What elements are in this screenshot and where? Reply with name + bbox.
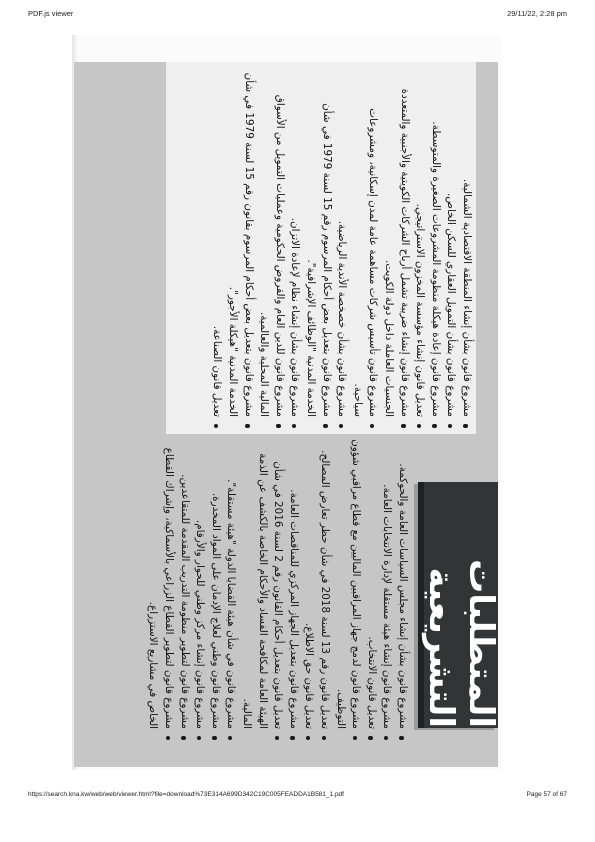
page-indicator: Page 57 of 67 [526,791,567,798]
list-item: تعديل قانون الانتخاب. [363,438,379,740]
list-item: مشروع قانون إنشاء ضريبة تشمل أرباح الشركات الكويتية والأجنبية والمتعددة الجنسيات العاملة داخل دولة الكويت. [380,72,411,428]
list-item: مشروع قانون لدمج جهاز المراقبين الماليين مع قطاع مراقبي شؤون التوظيف. [332,438,363,740]
list-item: مشروع قانون بشأن خصخصة الأندية الرياضية. [334,72,350,428]
list-item: تعديل قانون حق الاطلاع. [301,438,317,740]
document-url: https://search.kna.kw/web/web/viewer.html?file=download%73E314A699D342C19C005FEADDA1B581_1.pdf [28,791,344,798]
list-item: مشروع قانون تأسيس شركات مساهمة عامة لمدن إسكانية، ومشروعات سياحية. [349,72,380,428]
list-item: تعديل قانون إنشاء مؤسسة المخزون الاستراتيجي. [412,72,428,428]
print-timestamp: 29/11/22, 2:28 pm [507,9,567,18]
left-column-list [209,72,474,428]
list-item: مشروع قانون بتعديل الجهاز المركزي للمناقصات العامة. [285,438,301,740]
list-item: مشروع قانون وطني لعلاج الإدمان على المواد المخدرة. [207,438,223,740]
list-item: مشروع قانون إنشاء هيئة مستقلة لإدارة الانتخابات العامة. [379,438,395,740]
list-item: تعديل قانون رقم 13 لسنة 2018 في شأن حظر تعارض المصالح. [316,438,332,740]
section-title: المتطلبات التشريعية [421,559,501,728]
section-title-banner [418,482,501,728]
list-item: مشروع قانون للدين العام والقروض الحكومية وعمليات التمويل من الأسواق المالية المحلية والعالمية. [256,72,287,428]
list-item: مشروع قانون بشأن إنشاء مجلس السياسات العامة والحوكمة. [394,438,410,740]
list-item: مشروع قانون بشأن إنشاء نظام لإعادة الاتزان. [287,72,303,428]
list-item: مشروع قانون إعادة هيكلة منظومة المشروعات الصغيرة والمتوسطة. [427,72,443,428]
right-column-list [145,438,410,740]
list-item: مشروع قانون لتطوير منظومة التدريب المقدمة للمتقاعدين. [176,438,192,740]
rotated-document-content [74,42,501,767]
list-item: تعديل قانون بتعديل أحكام القانون رقم 2 لسنة 2016 في شأن الهيئة العامة لمكافحة الفساد والأحكام الخاصة بالكشف عن الذمة المالية. [238,438,285,740]
list-item: مشروع قانون بشأن إنشاء المنطقة الاقتصادية الشمالية. [458,72,474,428]
list-item: مشروع قانون بشأن التمويل العقاري للسكن الخاص. [443,72,459,428]
list-item: تعديل قانون الصناعة. [209,72,225,428]
list-item: مشروع قانون لتطوير القطاع الزراعي بالأسماكية، وإشراك القطاع الخاص في مشاريع الاستزراع. [145,438,176,740]
viewer-app-title: PDF.js viewer [28,9,74,18]
list-item: مشروع قانون إنشاء مركز وطني للحوار والأرقام. [192,438,208,740]
list-item: مشروع قانون بتعديل بعض أحكام المرسوم بقانون رقم 15 لسنة 1979 في شأن الخدمة المدنية "هيكلة الأجور". [225,72,256,428]
list-item: مشروع قانون بتعديل بعض أحكام المرسوم رقم 15 لسنة 1979 في شأن الخدمة المدنية "الوظائف الإشرافية". [302,72,333,428]
list-item: مشروع قانون في شأن هيئة القضايا الدولة "هيئة مستقلة". [223,438,239,740]
